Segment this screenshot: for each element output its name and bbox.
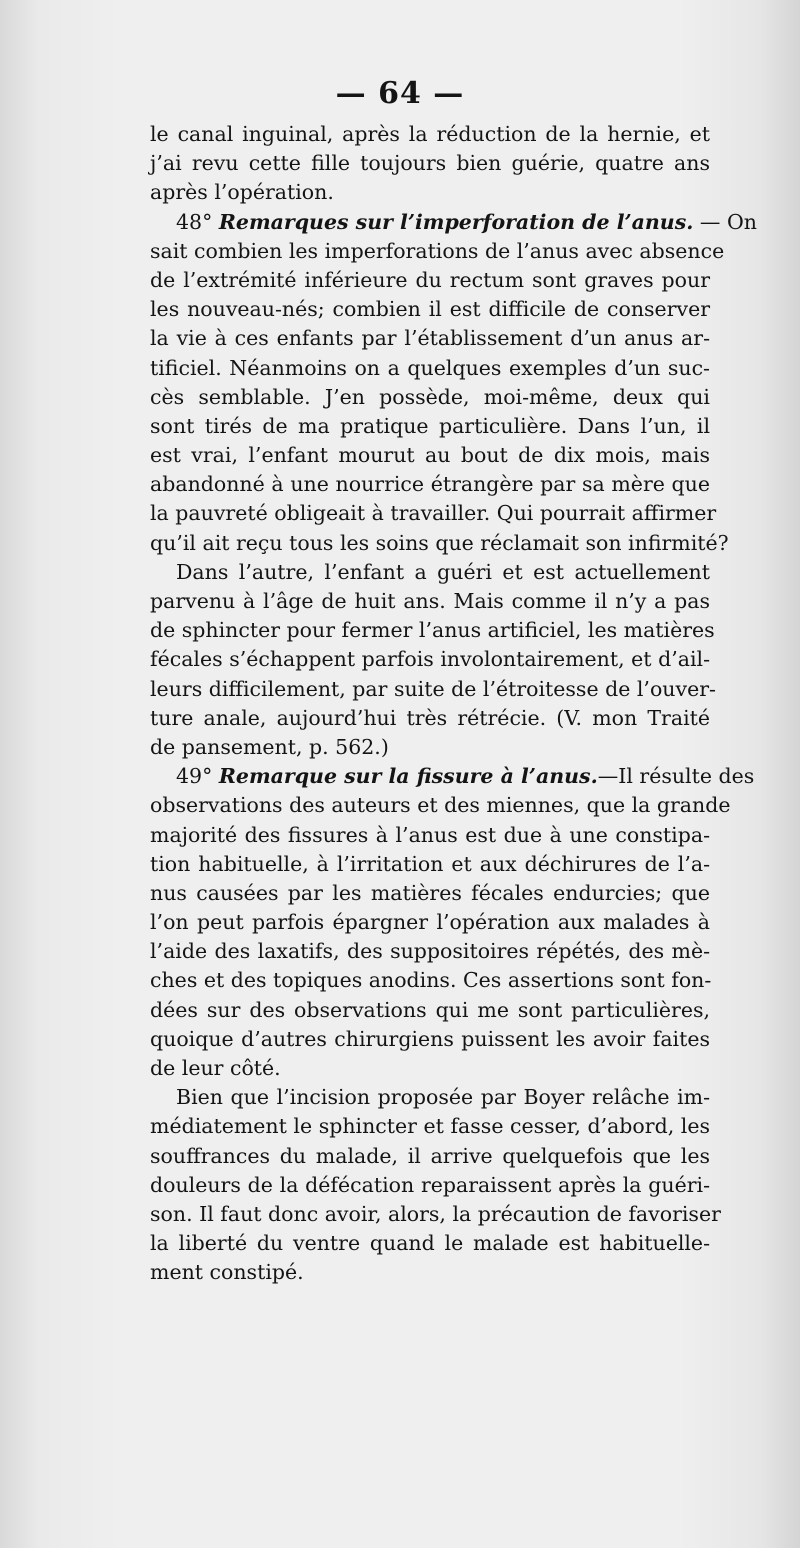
text-line: de l’extrémité inférieure du rectum sont graves pour [150, 267, 710, 292]
text-line: ture anale, aujourd’hui très rétrécie. (V. mon Traité [150, 705, 710, 730]
text-line: douleurs de la défécation reparaissent après la guéri- [150, 1172, 710, 1197]
text-line: est vrai, l’enfant mourut au bout de dix mois, mais [150, 443, 710, 468]
text-line: Bien que l’incision proposée par Boyer relâche im- [176, 1085, 710, 1110]
section-title: Remarques sur l’imperforation de l’anus. [218, 209, 694, 234]
text-line: ment constipé. [150, 1260, 304, 1285]
text-line: l’on peut parfois épargner l’opération aux malades à [150, 910, 710, 935]
page-number-header: — 64 — [335, 76, 465, 111]
text-line: cès semblable. J’en possède, moi-même, deux qui [150, 384, 710, 409]
text-line: fécales s’échappent parfois involontairement, et d’ail- [150, 647, 710, 672]
text-line: parvenu à l’âge de huit ans. Mais comme il n’y a pas [150, 589, 710, 613]
text-line: la pauvreté obligeait à travailler. Qui pourrait affirmer [150, 501, 717, 526]
text-line: j’ai revu cette fille toujours bien guérie, quatre ans [150, 151, 710, 176]
text-line: tificiel. Néanmoins on a quelques exemples d’un suc- [150, 355, 710, 380]
text-line: observations des auteurs et des miennes, que la grande [150, 793, 731, 818]
text-line: ches et des topiques anodins. Ces assertions sont fon- [150, 968, 712, 993]
text-line: quoique d’autres chirurgiens puissent les avoir faites [150, 1026, 710, 1051]
text-line: médiatement le sphincter et fasse cesser, d’abord, les [150, 1114, 710, 1139]
section-number: 49° [176, 764, 219, 789]
text-line: majorité des fissures à l’anus est due à une constipa- [150, 822, 710, 847]
text-line [150, 208, 757, 237]
text-line: la vie à ces enfants par l’établissement d’un anus ar- [150, 326, 710, 351]
text-line: de leur côté. [150, 1056, 281, 1080]
text-line: de sphincter pour fermer l’anus artificiel, les matières [150, 618, 715, 643]
text-line [150, 762, 755, 791]
text-line: nus causées par les matières fécales endurcies; que [150, 880, 710, 905]
text-line: le canal inguinal, après la réduction de la hernie, et [150, 122, 710, 146]
section-title: Remarque sur la fissure à l’anus. [218, 764, 598, 789]
section-text: — On [693, 209, 757, 234]
text-line: tion habituelle, à l’irritation et aux déchirures de l’a- [150, 851, 710, 876]
text-line: son. Il faut donc avoir, alors, la précaution de favoriser [150, 1201, 721, 1226]
text-line: sont tirés de ma pratique particulière. Dans l’un, il [150, 413, 710, 438]
text-line: abandonné à une nourrice étrangère par sa mère que [150, 472, 710, 497]
text-line: qu’il ait reçu tous les soins que réclamait son infirmité? [150, 530, 729, 555]
text-line: sait combien les imperforations de l’anus avec absence [150, 238, 725, 263]
body-text [150, 120, 757, 1288]
text-line: leurs difficilement, par suite de l’étroitesse de l’ouver- [150, 676, 716, 701]
section-number: 48° [176, 209, 219, 234]
text-line: Dans l’autre, l’enfant a guéri et est actuellement [176, 559, 710, 584]
text-line: dées sur des observations qui me sont particulières, [150, 997, 710, 1022]
text-line: de pansement, p. 562.) [150, 734, 389, 759]
text-line: la liberté du ventre quand le malade est habituelle- [150, 1231, 710, 1256]
text-line: l’aide des laxatifs, des suppositoires répétés, des mè- [150, 939, 710, 964]
section-text: —Il résulte des [597, 764, 755, 789]
text-line: les nouveau-nés; combien il est difficile de conserver [150, 297, 710, 322]
text-line: souffrances du malade, il arrive quelquefois que les [150, 1143, 710, 1168]
text-line: après l’opération. [150, 180, 334, 205]
